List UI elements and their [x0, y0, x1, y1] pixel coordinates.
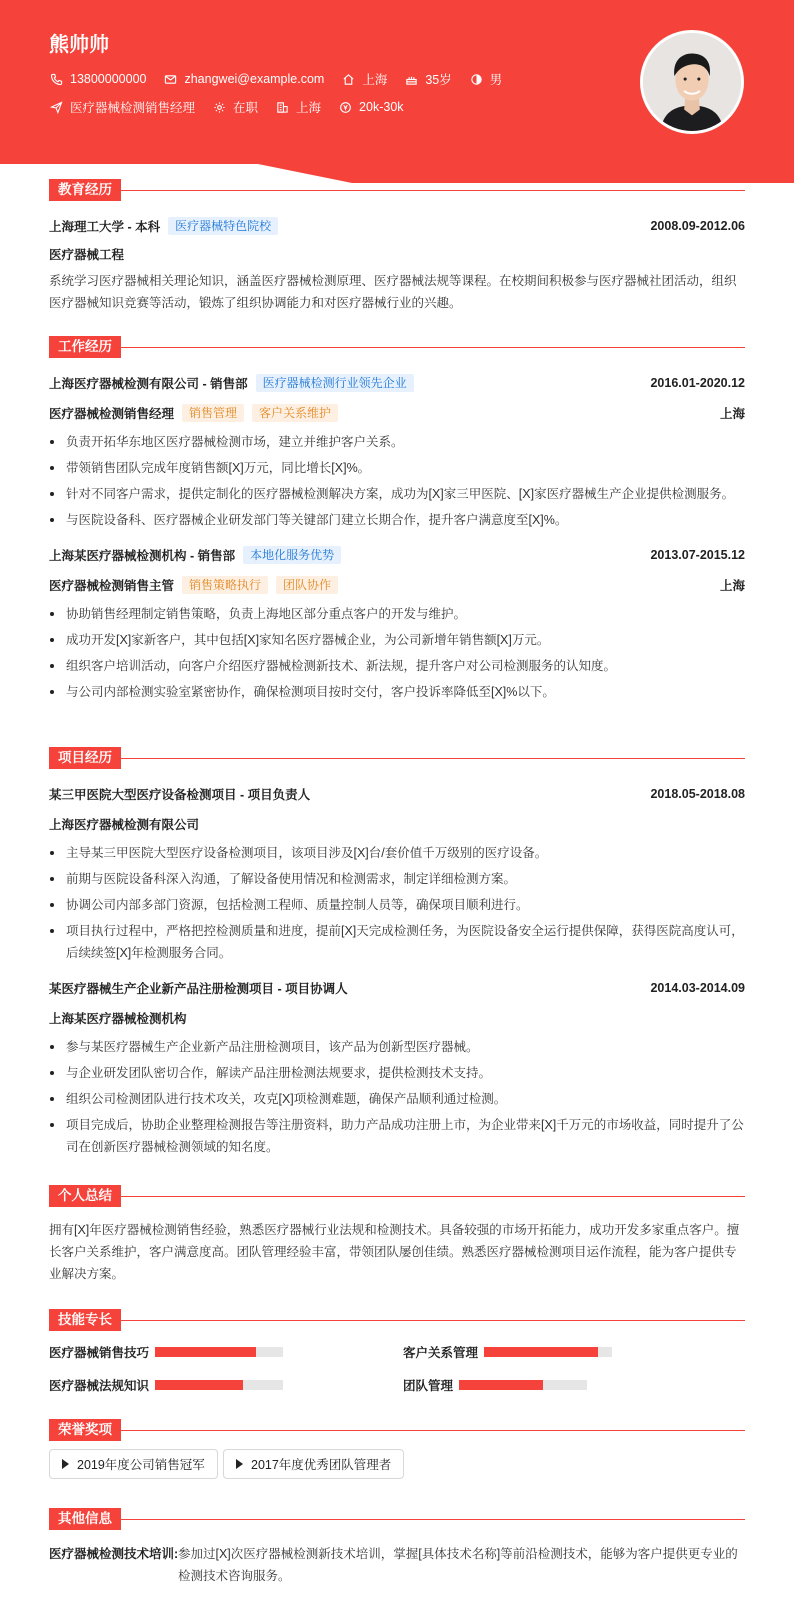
section-header [49, 1419, 745, 1441]
skill-bar [484, 1347, 612, 1357]
skill-bar [155, 1347, 283, 1357]
list-item: 与医院设备科、医疗器械企业研发部门等关键部门建立长期合作，提升客户满意度至[X]%。 [49, 509, 745, 531]
skills-section [49, 1309, 745, 1393]
mail-icon [164, 73, 177, 86]
project-org-row [49, 815, 745, 833]
job-city: 上海 [719, 407, 745, 421]
major-name: 医疗器械工程 [49, 248, 125, 262]
skill-name: 医疗器械法规知识 [49, 1379, 150, 1393]
skill-bar-fill [459, 1380, 543, 1390]
section-divider [49, 758, 745, 759]
skill-bar-fill [484, 1347, 598, 1357]
skill-bar-fill [155, 1380, 243, 1390]
gender-text: 男 [489, 73, 503, 87]
building-icon [276, 101, 289, 114]
school-name: 上海理工大学 - 本科 [49, 220, 161, 234]
projects-section [49, 747, 745, 1162]
section-divider [49, 1430, 745, 1431]
education-description: 系统学习医疗器械相关理论知识，涵盖医疗器械检测原理、医疗器械法规等课程。在校期间积极参与医疗器械社团活动，组织医疗器械知识竞赛等活动，锻炼了组织协调能力和对医疗器械行业的兴趣。 [49, 274, 737, 310]
work-city-item [276, 98, 321, 116]
project-org: 上海某医疗器械检测机构 [49, 1012, 187, 1026]
other-info-row [49, 1543, 745, 1587]
role-tag: 销售管理 [182, 404, 244, 422]
project-name: 某医疗器械生产企业新产品注册检测项目 - 项目协调人 [49, 982, 348, 996]
project-bullets [49, 842, 745, 964]
email-text: zhangwei@example.com [184, 72, 325, 86]
section-header [49, 179, 745, 201]
phone-text: 13800000000 [70, 72, 147, 86]
cake-icon [405, 73, 418, 86]
position-item [50, 98, 195, 116]
skill-item [403, 1376, 587, 1394]
project-period: 2018.05-2018.08 [650, 787, 745, 801]
skill-name: 客户关系管理 [403, 1346, 479, 1360]
list-item: 负责开拓华东地区医疗器械检测市场，建立并维护客户关系。 [49, 431, 745, 453]
list-item: 与公司内部检测实验室紧密协作，确保检测项目按时交付，客户投诉率降低至[X]%以下。 [49, 681, 745, 703]
money-icon [339, 101, 352, 114]
phone-icon [50, 73, 63, 86]
major-row [49, 245, 745, 263]
list-item: 协调公司内部多部门资源，包括检测工程师、质量控制人员等，确保项目顺利进行。 [49, 894, 745, 916]
list-item: 项目完成后，协助企业整理检测报告等注册资料，助力产品成功注册上市，为企业带来[X]千万元的市场收益，同时提升了公司在创新医疗器械检测领域的知名度。 [49, 1114, 745, 1158]
summary-section [49, 1185, 745, 1285]
list-item: 成功开发[X]家新客户，其中包括[X]家知名医疗器械企业，为公司新增年销售额[X]万元。 [49, 629, 745, 651]
job-header-row [49, 374, 745, 392]
job-city: 上海 [719, 579, 745, 593]
home-icon [342, 73, 355, 86]
section-title: 荣誉奖项 [49, 1419, 121, 1441]
project-org: 上海医疗器械检测有限公司 [49, 818, 200, 832]
project-name: 某三甲医院大型医疗设备检测项目 - 项目负责人 [49, 788, 311, 802]
section-header [49, 1508, 745, 1530]
section-divider [49, 190, 745, 191]
skill-item [49, 1376, 283, 1394]
section-header [49, 747, 745, 769]
skill-name: 医疗器械销售技巧 [49, 1346, 150, 1360]
role-tag: 销售策略执行 [182, 576, 268, 594]
contact-row [50, 70, 520, 88]
section-title: 个人总结 [49, 1185, 121, 1207]
skill-item [49, 1343, 283, 1361]
project-period: 2014.03-2014.09 [650, 981, 745, 995]
list-item: 前期与医院设备科深入沟通，了解设备使用情况和检测需求，制定详细检测方案。 [49, 868, 745, 890]
location-text: 上海 [362, 73, 388, 87]
honor-text: 2017年度优秀团队管理者 [251, 1458, 392, 1472]
job-role: 医疗器械检测销售经理 [49, 407, 175, 421]
section-header [49, 336, 745, 358]
other-info-value: 参加过[X]次医疗器械检测新技术培训，掌握[具体技术名称]等前沿检测技术，能够为客户提供更专业的检测技术咨询服务。 [178, 1547, 738, 1583]
job-intent-row [50, 98, 422, 116]
other-info-label: 医疗器械检测技术培训: [49, 1547, 179, 1561]
project-org-row [49, 1009, 745, 1027]
role-tag: 客户关系维护 [252, 404, 338, 422]
status-item [213, 98, 258, 116]
company-tag: 医疗器械检测行业领先企业 [256, 374, 414, 392]
position-text: 医疗器械检测销售经理 [70, 101, 196, 115]
section-header [49, 1185, 745, 1207]
avatar [640, 30, 744, 134]
job-period: 2016.01-2020.12 [650, 376, 745, 390]
project-bullets [49, 1036, 745, 1158]
school-tag: 医疗器械特色院校 [168, 217, 278, 235]
status-text: 在职 [233, 101, 259, 115]
skill-bar-fill [155, 1347, 256, 1357]
play-icon [236, 1459, 243, 1469]
section-title: 教育经历 [49, 179, 121, 201]
salary-text: 20k-30k [359, 100, 404, 114]
section-divider [49, 1320, 745, 1321]
honors-section [49, 1419, 745, 1481]
company-tag: 本地化服务优势 [243, 546, 341, 564]
honor-item [49, 1449, 218, 1479]
section-header [49, 1309, 745, 1331]
job-bullets [49, 431, 745, 531]
honor-item [223, 1449, 404, 1479]
list-item: 主导某三甲医院大型医疗设备检测项目，该项目涉及[X]台/套价值千万级别的医疗设备。 [49, 842, 745, 864]
age-text: 35岁 [425, 73, 452, 87]
company-name: 上海医疗器械检测有限公司 - 销售部 [49, 377, 248, 391]
section-title: 项目经历 [49, 747, 121, 769]
section-divider [49, 1519, 745, 1520]
resume-header [0, 0, 794, 190]
job-period: 2013.07-2015.12 [650, 548, 745, 562]
salary-item [339, 100, 403, 114]
education-period: 2008.09-2012.06 [650, 219, 745, 233]
list-item: 项目执行过程中，严格把控检测质量和进度，提前[X]天完成检测任务，为医院设备安全运行提供保障，获得医院高度认可，后续续签[X]年检测服务合同。 [49, 920, 745, 964]
location-item [342, 70, 387, 88]
education-row [49, 217, 745, 235]
play-icon [62, 1459, 69, 1469]
age-item [405, 70, 451, 88]
work-section [49, 336, 745, 707]
list-item: 带领销售团队完成年度销售额[X]万元，同比增长[X]%。 [49, 457, 745, 479]
candidate-name: 熊帅帅 [49, 34, 109, 56]
project-header-row [49, 785, 745, 803]
send-icon [50, 101, 63, 114]
company-name: 上海某医疗器械检测机构 - 销售部 [49, 549, 236, 563]
section-title: 工作经历 [49, 336, 121, 358]
other-section [49, 1508, 745, 1587]
summary-text: 拥有[X]年医疗器械检测销售经验，熟悉医疗器械行业法规和检测技术。具备较强的市场开拓能力，成功开发多家重点客户。擅长客户关系维护，客户满意度高。团队管理经验丰富，带领团队屡创佳绩。熟悉医疗器械检测项目运作流程，能为客户提供专业解决方案。 [49, 1223, 740, 1281]
job-header-row [49, 546, 745, 564]
list-item: 组织公司检测团队进行技术攻关，攻克[X]项检测难题，确保产品顺利通过检测。 [49, 1088, 745, 1110]
job-bullets [49, 603, 745, 703]
job-role: 医疗器械检测销售主管 [49, 579, 175, 593]
list-item: 参与某医疗器械生产企业新产品注册检测项目，该产品为创新型医疗器械。 [49, 1036, 745, 1058]
gender-icon [470, 73, 483, 86]
phone-item [50, 72, 146, 86]
section-divider [49, 1196, 745, 1197]
skill-bar [459, 1380, 587, 1390]
gear-icon [213, 101, 226, 114]
project-header-row [49, 979, 745, 997]
role-tag: 团队协作 [276, 576, 338, 594]
skill-bar [155, 1380, 283, 1390]
email-item [164, 72, 324, 86]
list-item: 协助销售经理制定销售策略，负责上海地区部分重点客户的开发与维护。 [49, 603, 745, 625]
list-item: 针对不同客户需求，提供定制化的医疗器械检测解决方案，成功为[X]家三甲医院、[X]家医疗器械生产企业提供检测服务。 [49, 483, 745, 505]
work-city-text: 上海 [296, 101, 322, 115]
honor-text: 2019年度公司销售冠军 [77, 1458, 205, 1472]
skill-name: 团队管理 [403, 1379, 454, 1393]
list-item: 与企业研发团队密切合作，解读产品注册检测法规要求，提供检测技术支持。 [49, 1062, 745, 1084]
section-title: 技能专长 [49, 1309, 121, 1331]
skill-item [403, 1343, 612, 1361]
job-role-row [49, 576, 745, 594]
gender-item [470, 70, 503, 88]
list-item: 组织客户培训活动，向客户介绍医疗器械检测新技术、新法规，提升客户对公司检测服务的认知度。 [49, 655, 745, 677]
avatar-image [643, 33, 741, 131]
job-role-row [49, 404, 745, 422]
education-section [49, 179, 745, 314]
section-divider [49, 347, 745, 348]
section-title: 其他信息 [49, 1508, 121, 1530]
